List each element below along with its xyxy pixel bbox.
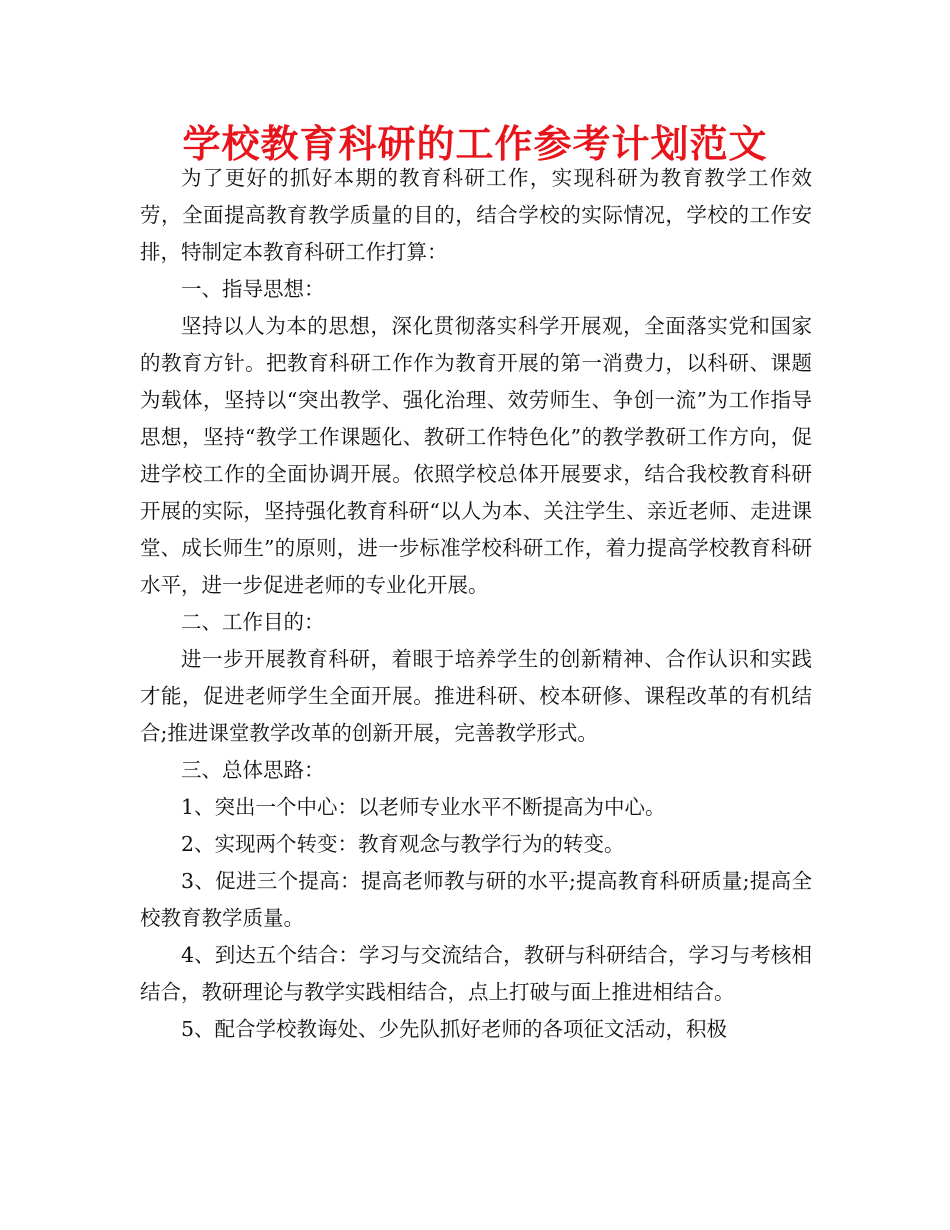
work-goal-paragraph: 进一步开展教育科研，着眼于培养学生的创新精神、合作认识和实践才能，促进老师学生全面开展。推进科研、校本研修、课程改革的有机结合;推进课堂教学改革的创新开展，完善教学形式。 [140,647,812,745]
document-body [140,160,812,1048]
approach-item-4: 4、到达五个结合：学习与交流结合，教研与科研结合，学习与考核相结合，教研理论与教学实践相结合，点上打破与面上推进相结合。 [140,943,812,1004]
section-heading-guiding-thought: 一、指导思想： [181,277,325,301]
intro-paragraph: 为了更好的抓好本期的教育科研工作，实现科研为教育教学工作效劳，全面提高教育教学质量的目的，结合学校的实际情况，学校的工作安排，特制定本教育科研工作打算： [140,166,812,264]
approach-item-1: 1、突出一个中心：以老师专业水平不断提高为中心。 [181,795,666,819]
section-heading-overall-approach: 三、总体思路： [181,758,325,782]
document-title: 学校教育科研的工作参考计划范文 [182,122,768,166]
approach-item-5: 5、配合学校教诲处、少先队抓好老师的各项征文活动，积极 [181,1017,728,1041]
section-heading-work-goal: 二、工作目的： [181,610,325,634]
guiding-thought-paragraph: 坚持以人为本的思想，深化贯彻落实科学开展观，全面落实党和国家的教育方针。把教育科研工作作为教育开展的第一消费力，以科研、课题为载体，坚持以“突出教学、强化治理、效劳师生、争创一流”为工作指导思想，坚持“教学工作课题化、教研工作特色化”的教学教研工作方向，促进学校工作的全面协调开展。依照学校总体开展要求，结合我校教育科研开展的实际，坚持强化教育科研“以人为本、关注学生、亲近老师、走进课堂、成长师生”的原则，进一步标准学校科研工作，着力提高学校教育科研水平，进一步促进老师的专业化开展。 [140,314,812,597]
approach-item-3: 3、促进三个提高：提高老师教与研的水平;提高教育科研质量;提高全校教育教学质量。 [140,869,812,930]
approach-item-2: 2、实现两个转变：教育观念与教学行为的转变。 [181,832,625,856]
